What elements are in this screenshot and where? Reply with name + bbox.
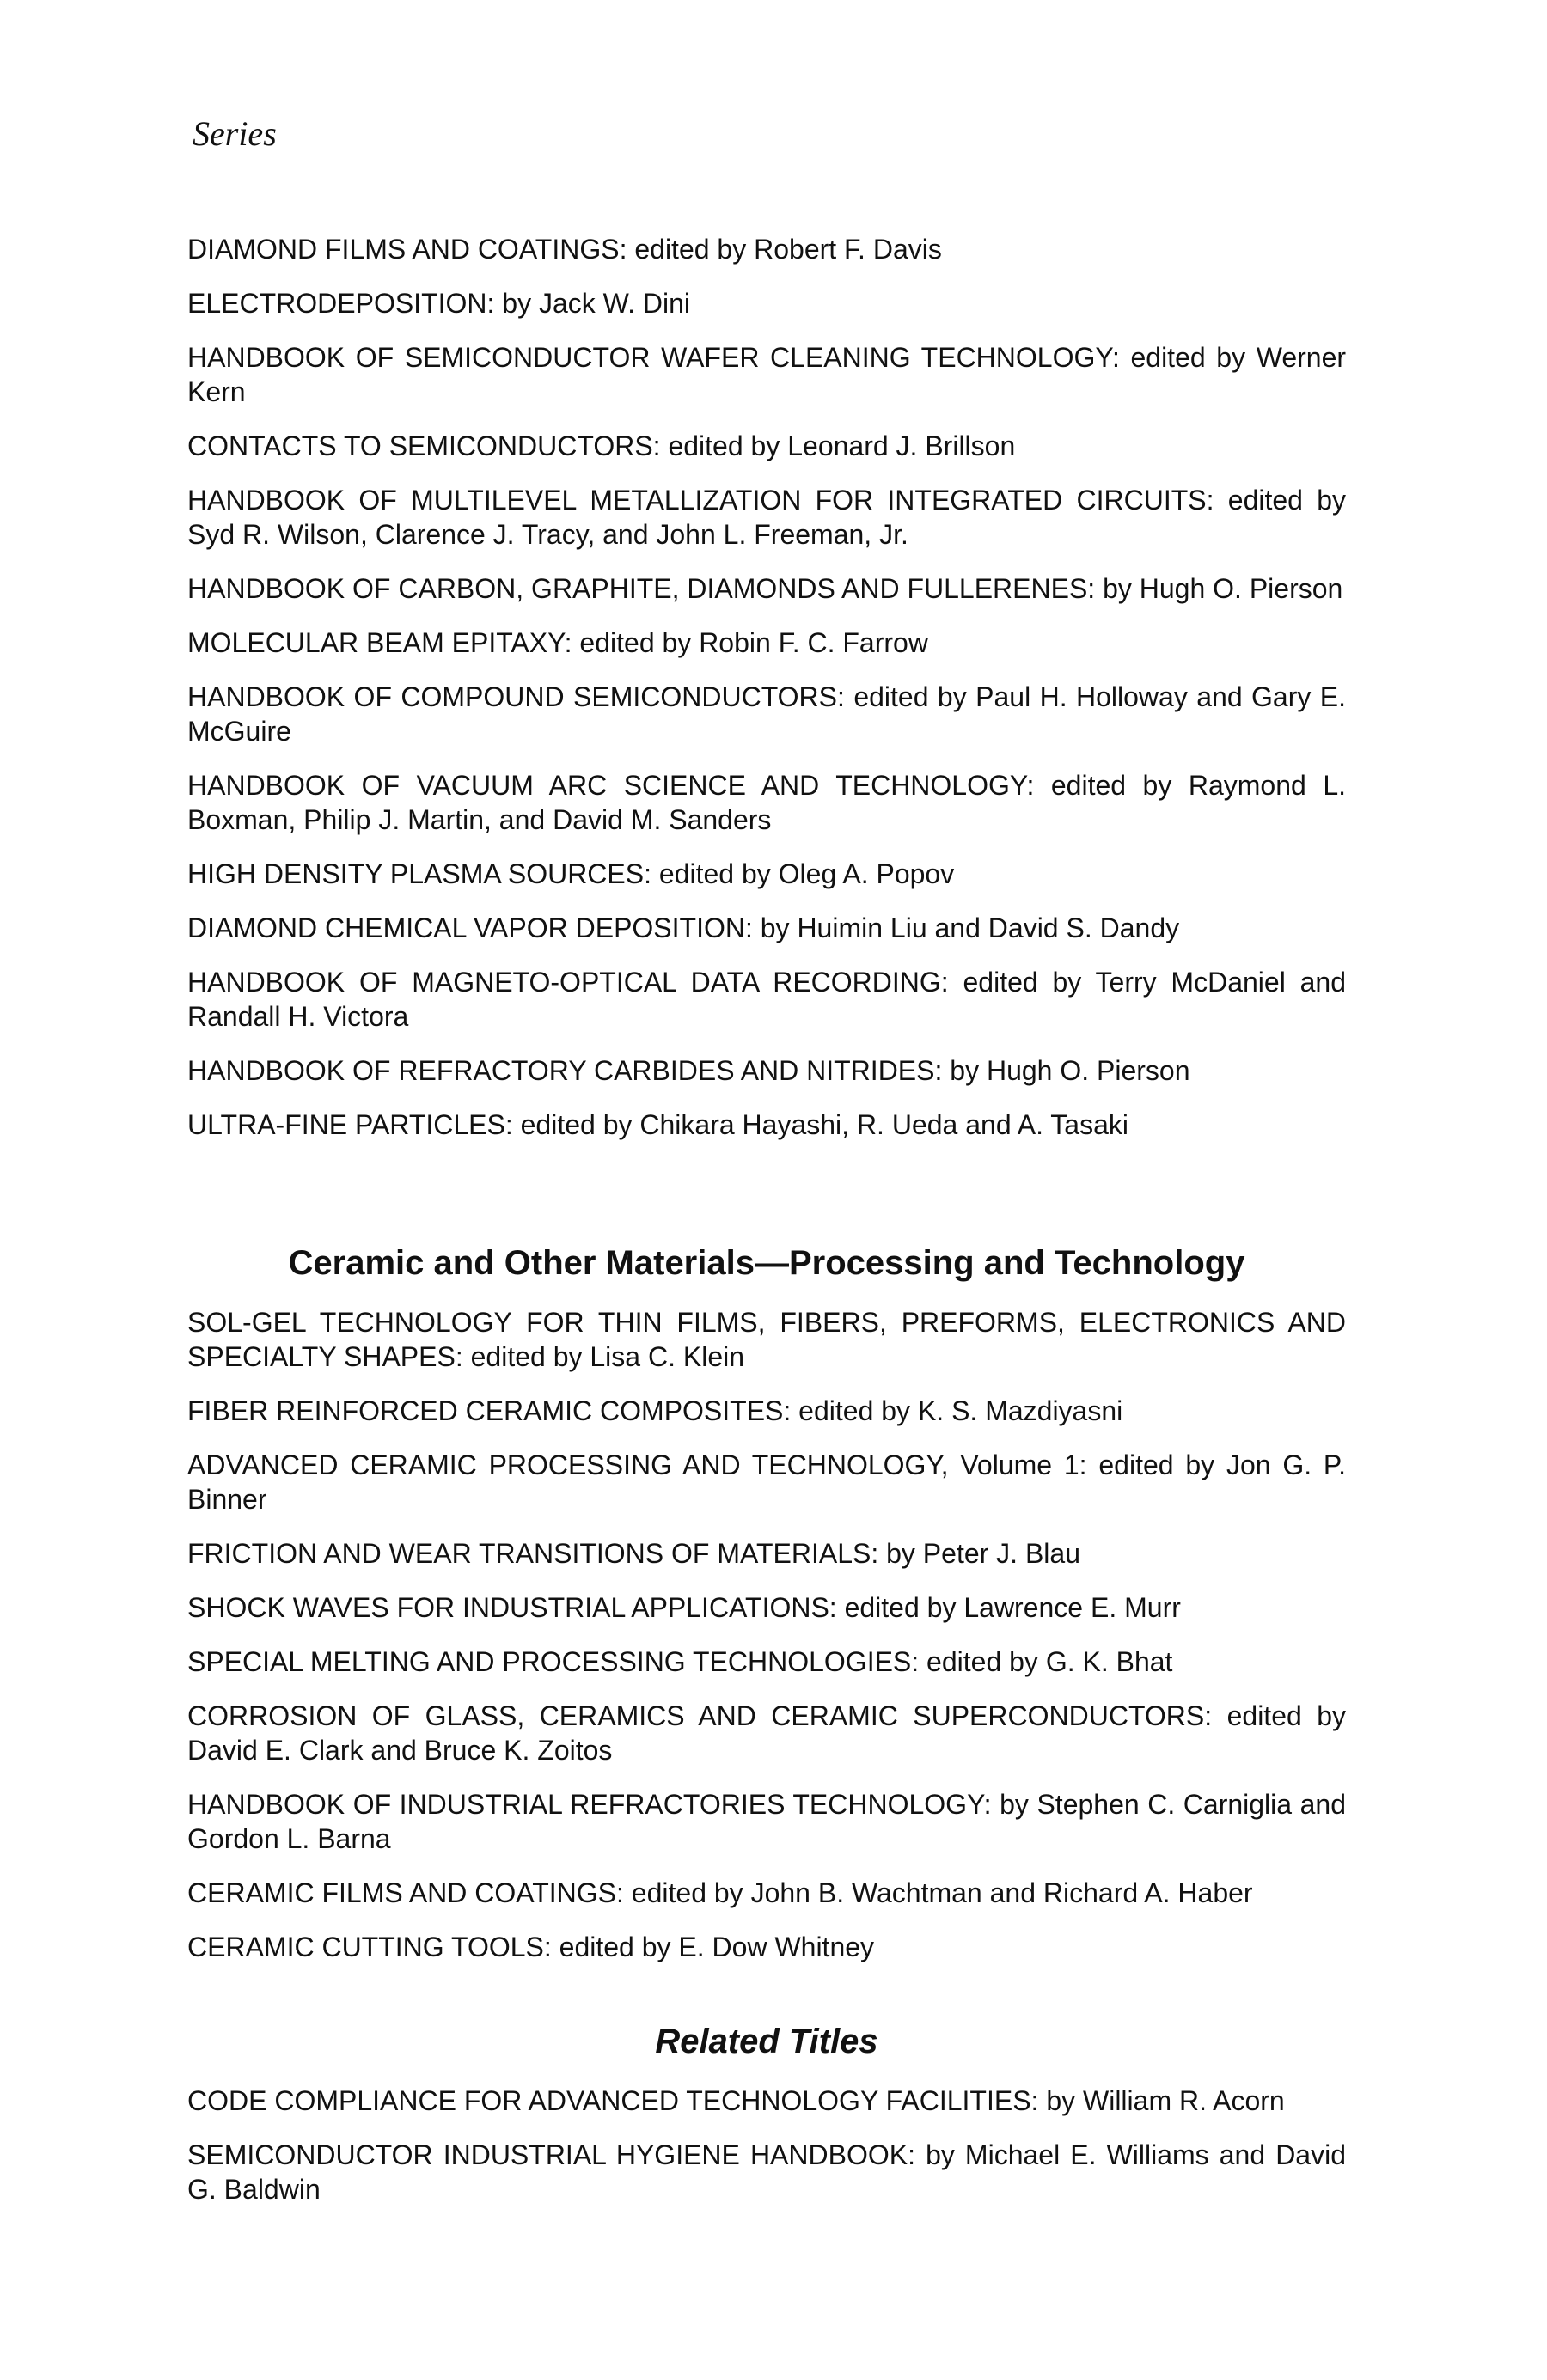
book-credit: edited by K. S. Mazdiyasni: [798, 1395, 1123, 1426]
book-title: ELECTRODEPOSITION:: [187, 288, 495, 319]
book-credit: by Huimin Liu and David S. Dandy: [760, 912, 1180, 943]
book-entry: [187, 1699, 1346, 1767]
book-title: HIGH DENSITY PLASMA SOURCES:: [187, 858, 651, 889]
book-credit: by Jack W. Dini: [502, 288, 690, 319]
series-list-related-titles: [187, 2084, 1346, 2206]
book-credit: edited by Oleg A. Popov: [658, 858, 955, 889]
book-title: SEMICONDUCTOR INDUSTRIAL HYGIENE HANDBOOK:: [187, 2139, 915, 2170]
section-heading-related-titles: Related Titles: [655, 2023, 878, 2060]
book-credit: edited by David E. Clark and Bruce K. Zoitos: [187, 1700, 1347, 1766]
book-credit: edited by Syd R. Wilson, Clarence J. Tracy, and John L. Freeman, Jr.: [187, 485, 1347, 550]
book-title: ULTRA-FINE PARTICLES:: [187, 1109, 513, 1140]
book-entry: [187, 2084, 1346, 2118]
section-related-titles: [187, 1988, 1346, 2226]
book-credit: edited by Paul H. Holloway and Gary E. McGuire: [187, 681, 1347, 747]
book-title: FRICTION AND WEAR TRANSITIONS OF MATERIALS:: [187, 1538, 879, 1569]
book-entry: [187, 1645, 1346, 1679]
book-title: HANDBOOK OF MULTILEVEL METALLIZATION FOR INTEGRATED CIRCUITS:: [187, 485, 1214, 516]
book-title: SOL-GEL TECHNOLOGY FOR THIN FILMS, FIBERS, PREFORMS, ELECTRONICS AND SPECIALTY SHAPES:: [187, 1307, 1346, 1372]
book-credit: by Stephen C. Carniglia and Gordon L. Barna: [187, 1789, 1347, 1854]
book-credit: edited by Terry McDaniel and Randall H. Victora: [187, 967, 1347, 1032]
book-entry: [187, 429, 1346, 463]
section-ceramics: [187, 1210, 1346, 1984]
book-entry: [187, 965, 1346, 1034]
book-entry: [187, 680, 1346, 748]
book-entry: [187, 286, 1346, 320]
book-entry: [187, 1930, 1346, 1964]
book-entry: [187, 1876, 1346, 1910]
book-credit: edited by Werner Kern: [187, 342, 1347, 407]
book-credit: by Hugh O. Pierson: [950, 1055, 1190, 1086]
book-credit: edited by Robin F. C. Farrow: [579, 627, 928, 658]
book-entry: [187, 911, 1346, 945]
book-credit: edited by Jon G. P. Binner: [187, 1449, 1347, 1515]
book-credit: by William R. Acorn: [1046, 2085, 1285, 2116]
book-entry: [187, 1448, 1346, 1516]
book-credit: by Michael E. Williams and David G. Baldwin: [187, 2139, 1347, 2205]
book-title: DIAMOND CHEMICAL VAPOR DEPOSITION:: [187, 912, 753, 943]
book-entry: [187, 232, 1346, 266]
book-title: HANDBOOK OF COMPOUND SEMICONDUCTORS:: [187, 681, 845, 712]
book-credit: edited by Lawrence E. Murr: [844, 1592, 1181, 1623]
book-title: HANDBOOK OF SEMICONDUCTOR WAFER CLEANING TECHNOLOGY:: [187, 342, 1120, 373]
book-title: ADVANCED CERAMIC PROCESSING AND TECHNOLOGY, Volume 1:: [187, 1449, 1087, 1480]
book-title: SPECIAL MELTING AND PROCESSING TECHNOLOGIES:: [187, 1646, 920, 1677]
book-title: DIAMOND FILMS AND COATINGS:: [187, 234, 627, 265]
book-title: CORROSION OF GLASS, CERAMICS AND CERAMIC SUPERCONDUCTORS:: [187, 1700, 1213, 1731]
book-entry: [187, 1536, 1346, 1571]
book-credit: edited by John B. Wachtman and Richard A. Haber: [631, 1877, 1253, 1908]
running-head: Series: [193, 114, 277, 153]
book-title: HANDBOOK OF REFRACTORY CARBIDES AND NITRIDES:: [187, 1055, 943, 1086]
book-credit: edited by Robert F. Davis: [634, 234, 942, 265]
book-entry: [187, 768, 1346, 837]
book-title: HANDBOOK OF CARBON, GRAPHITE, DIAMONDS AND FULLERENES:: [187, 573, 1096, 604]
book-credit: edited by G. K. Bhat: [926, 1646, 1173, 1677]
book-title: HANDBOOK OF INDUSTRIAL REFRACTORIES TECHNOLOGY:: [187, 1789, 992, 1820]
book-credit: edited by E. Dow Whitney: [559, 1931, 875, 1962]
book-title: HANDBOOK OF VACUUM ARC SCIENCE AND TECHNOLOGY:: [187, 770, 1035, 801]
book-title: SHOCK WAVES FOR INDUSTRIAL APPLICATIONS:: [187, 1592, 837, 1623]
book-title: FIBER REINFORCED CERAMIC COMPOSITES:: [187, 1395, 792, 1426]
book-entry: [187, 626, 1346, 660]
section-heading-ceramics: Ceramic and Other Materials—Processing and Technology: [288, 1244, 1245, 1282]
book-credit: edited by Chikara Hayashi, R. Ueda and A. Tasaki: [520, 1109, 1128, 1140]
book-entry: [187, 857, 1346, 891]
book-credit: edited by Lisa C. Klein: [470, 1341, 745, 1372]
book-credit: by Hugh O. Pierson: [1103, 573, 1343, 604]
book-entry: [187, 1305, 1346, 1374]
book-entry: [187, 1787, 1346, 1856]
book-title: CODE COMPLIANCE FOR ADVANCED TECHNOLOGY FACILITIES:: [187, 2085, 1039, 2116]
book-title: CERAMIC CUTTING TOOLS:: [187, 1931, 552, 1962]
book-entry: [187, 483, 1346, 552]
book-credit: by Peter J. Blau: [886, 1538, 1080, 1569]
book-entry: [187, 1108, 1346, 1142]
series-list-ceramics: [187, 1305, 1346, 1964]
book-title: HANDBOOK OF MAGNETO-OPTICAL DATA RECORDING:: [187, 967, 949, 998]
book-credit: edited by Leonard J. Brillson: [668, 430, 1016, 461]
series-list-materials-science: [187, 232, 1346, 1162]
book-title: MOLECULAR BEAM EPITAXY:: [187, 627, 572, 658]
book-entry: [187, 1394, 1346, 1428]
book-entry: [187, 571, 1346, 606]
book-entry: [187, 340, 1346, 409]
book-entry: [187, 1590, 1346, 1625]
book-credit: edited by Raymond L. Boxman, Philip J. Martin, and David M. Sanders: [187, 770, 1347, 835]
book-entry: [187, 2138, 1346, 2206]
book-title: CONTACTS TO SEMICONDUCTORS:: [187, 430, 661, 461]
book-title: CERAMIC FILMS AND COATINGS:: [187, 1877, 624, 1908]
book-entry: [187, 1053, 1346, 1088]
